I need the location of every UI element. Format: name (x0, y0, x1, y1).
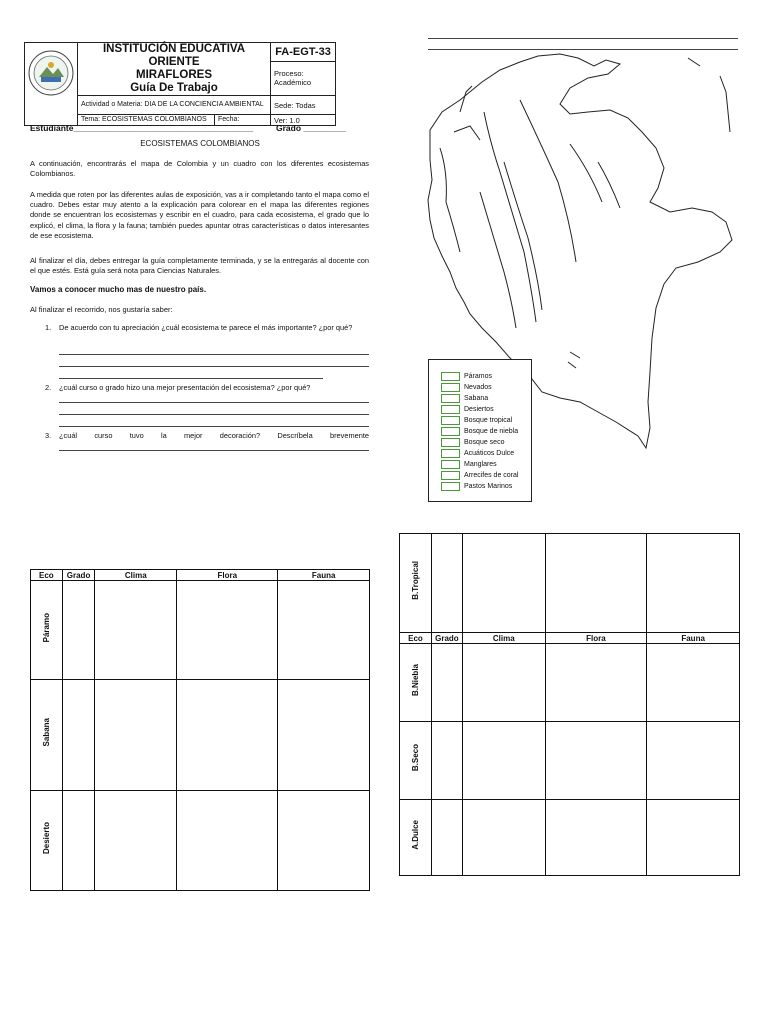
legend-color-box[interactable] (441, 449, 460, 458)
guide-title: Guía De Trabajo (130, 82, 218, 94)
legend-color-box[interactable] (441, 405, 460, 414)
clima-cell[interactable] (462, 534, 545, 633)
table-row (400, 534, 740, 633)
header-fauna: Fauna (278, 570, 370, 581)
legend-item (441, 415, 531, 426)
clima-cell[interactable] (462, 644, 545, 722)
clima-cell[interactable] (95, 791, 177, 891)
legend-label: Manglares (464, 461, 497, 468)
bold-note: Vamos a conocer mucho mas de nuestro país. (30, 285, 207, 294)
legend-color-box[interactable] (441, 372, 460, 381)
legend-label: Bosque tropical (464, 417, 513, 424)
legend-label: Pastos Marinos (464, 483, 513, 490)
table-row (31, 791, 370, 891)
fauna-cell[interactable] (647, 722, 740, 800)
eco-label-paramo: Páramo (41, 612, 51, 643)
flora-cell[interactable] (545, 722, 647, 800)
answer-line[interactable] (59, 354, 369, 355)
instructions-paragraph: A medida que roten por las diferentes aulas de exposición, vas a ir completando tanto el mapa como el cuadro. Debes estar muy atento a la explicación para colorear en el mapa las diferentes regiones donde se encuentran los ecosistemas y escribir en el cuadro, para cada ecosistema, el grado que lo explicó, el clima, la flora y la fauna; también puedes apuntar otras características o datos interesantes de ese ecosistema. (30, 190, 369, 240)
legend-label: Bosque de niebla (464, 428, 519, 435)
header-flora: Flora (545, 633, 647, 644)
answer-line[interactable] (59, 414, 369, 415)
eco-label-b-niebla: B.Niebla (410, 663, 420, 696)
legend-label: Páramos (464, 373, 493, 380)
questions-intro: Al finalizar el recorrido, nos gustaría saber: (30, 305, 173, 314)
student-grade-line: Grado _________ (276, 123, 346, 133)
fauna-cell[interactable] (647, 534, 740, 633)
actividad-label: Actividad o Materia: DIA DE LA CONCIENCIA AMBIENTAL (78, 96, 271, 115)
grado-cell[interactable] (431, 534, 462, 633)
clima-cell[interactable] (95, 581, 177, 680)
legend-item (441, 437, 531, 448)
legend-item (441, 393, 531, 404)
legend-item (441, 404, 531, 415)
ecosystem-table-right (399, 533, 740, 876)
question-1-text: De acuerdo con tu apreciación ¿cuál ecosistema te parece el más importante? ¿por qué? (59, 323, 353, 332)
grado-cell[interactable] (62, 581, 95, 680)
legend-label: Acuáticos Dulce (464, 450, 515, 457)
delivery-paragraph: Al finalizar el día, debes entregar la guía completamente terminada, y se la entregarás al docente con el que estés. Está guía será nota para Ciencias Naturales. (30, 256, 369, 276)
legend-item (441, 481, 531, 492)
header-table (24, 42, 336, 126)
answer-line[interactable] (59, 366, 369, 367)
grado-cell[interactable] (62, 791, 95, 891)
clima-cell[interactable] (95, 680, 177, 791)
eco-label-b-seco: B.Seco (410, 744, 420, 772)
flora-cell[interactable] (177, 680, 278, 791)
fauna-cell[interactable] (278, 581, 370, 680)
header-eco: Eco (31, 570, 63, 581)
legend-color-box[interactable] (441, 383, 460, 392)
legend-color-box[interactable] (441, 482, 460, 491)
legend-label: Sabana (464, 395, 489, 402)
grado-cell[interactable] (431, 722, 462, 800)
legend-color-box[interactable] (441, 416, 460, 425)
eco-label-b-tropical: B.Tropical (410, 561, 420, 600)
legend-color-box[interactable] (441, 438, 460, 447)
flora-cell[interactable] (545, 534, 647, 633)
institution-name-line2: MIRAFLORES (135, 69, 213, 81)
map-title-line (428, 38, 738, 39)
grado-cell[interactable] (431, 800, 462, 876)
legend-item (441, 371, 531, 382)
header-eco: Eco (400, 633, 432, 644)
fauna-cell[interactable] (278, 680, 370, 791)
legend-color-box[interactable] (441, 427, 460, 436)
legend-color-box[interactable] (441, 460, 460, 469)
clima-cell[interactable] (462, 722, 545, 800)
legend-color-box[interactable] (441, 471, 460, 480)
question-2-text: ¿cuál curso o grado hizo una mejor presentación del ecosistema? ¿por qué? (59, 383, 311, 392)
legend-item (441, 459, 531, 470)
answer-line[interactable] (59, 450, 369, 451)
fauna-cell[interactable] (647, 800, 740, 876)
legend-list (441, 371, 531, 492)
clima-cell[interactable] (462, 800, 545, 876)
answer-line[interactable] (59, 402, 369, 403)
answer-line[interactable] (59, 378, 323, 379)
tema-label: Tema: ECOSISTEMAS COLOMBIANOS (78, 115, 215, 126)
proceso-label: Proceso: Académico (271, 61, 336, 95)
legend-label: Bosque seco (464, 439, 505, 446)
flora-cell[interactable] (545, 800, 647, 876)
header-flora: Flora (177, 570, 278, 581)
flora-cell[interactable] (177, 581, 278, 680)
intro-paragraph: A continuación, encontrarás el mapa de Colombia y un cuadro con los diferentes ecosistemas Colombianos. (30, 159, 369, 179)
eco-label-a-dulce: A.Dulce (410, 820, 420, 850)
version-label: Ver: 1.0 (271, 115, 336, 126)
fecha-label: Fecha: (215, 115, 271, 126)
legend-item (441, 448, 531, 459)
header-clima: Clima (95, 570, 177, 581)
doc-title: ECOSISTEMAS COLOMBIANOS (140, 139, 260, 148)
question-1-number: 1. (45, 323, 52, 332)
map-title-line (428, 49, 738, 50)
legend-label: Nevados (464, 384, 492, 391)
answer-line[interactable] (59, 426, 369, 427)
sede-label: Sede: Todas (271, 96, 336, 115)
eco-label-sabana: Sabana (41, 718, 51, 747)
legend-color-box[interactable] (441, 394, 460, 403)
table-row (400, 722, 740, 800)
fauna-cell[interactable] (278, 791, 370, 891)
legend-item (441, 382, 531, 393)
legend-item (441, 470, 531, 481)
header-grado: Grado (62, 570, 95, 581)
institution-name-line1: INSTITUCIÓN EDUCATIVA ORIENTE (102, 43, 246, 68)
grado-cell[interactable] (62, 680, 95, 791)
document-code: FA-EGT-33 (271, 43, 336, 62)
question-3-text: ¿cuál curso tuvo la mejor decoración? Descríbela brevemente (59, 431, 369, 440)
map-legend (428, 359, 532, 502)
header-grado: Grado (431, 633, 462, 644)
legend-label: Arrecifes de coral (464, 472, 519, 479)
flora-cell[interactable] (545, 644, 647, 722)
table-row (400, 644, 740, 722)
flora-cell[interactable] (177, 791, 278, 891)
table-row (31, 581, 370, 680)
ecosystem-table-left (30, 569, 370, 891)
fauna-cell[interactable] (647, 644, 740, 722)
student-name-line: Estudiante______________________________________ (30, 123, 254, 133)
table-row (400, 800, 740, 876)
header-clima: Clima (462, 633, 545, 644)
grado-cell[interactable] (431, 644, 462, 722)
legend-label: Desiertos (464, 406, 494, 413)
legend-item (441, 426, 531, 437)
table-row (31, 680, 370, 791)
header-fauna: Fauna (647, 633, 740, 644)
question-2-number: 2. (45, 383, 52, 392)
eco-label-desierto: Desierto (41, 821, 51, 854)
question-3-number: 3. (45, 431, 52, 440)
